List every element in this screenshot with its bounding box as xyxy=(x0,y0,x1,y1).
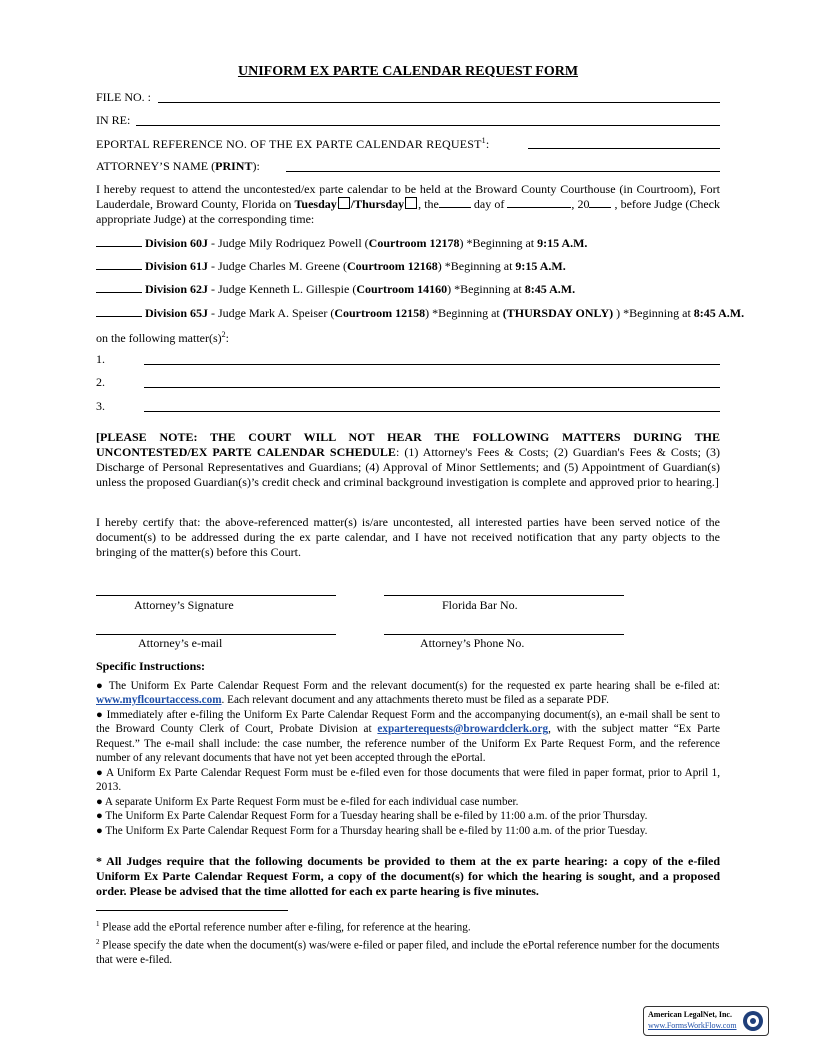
exparte-email-link[interactable]: exparterequests@browardclerk.org xyxy=(377,723,549,735)
attorney-signature-line[interactable] xyxy=(96,595,336,596)
attorney-phone-label: Attorney’s Phone No. xyxy=(420,636,525,650)
eportal-label: EPORTAL REFERENCE NO. OF THE EX PARTE CALENDAR REQUEST$^1$: xyxy=(96,136,490,151)
eportal-field[interactable] xyxy=(528,148,720,149)
matter-2-field[interactable] xyxy=(144,387,720,388)
footnotes xyxy=(96,917,720,968)
attorney-phone-line[interactable] xyxy=(384,634,624,635)
division-65j-row: Division 65J - Judge Mark A. Speiser (Courtroom 12158) *Beginning at (THURSDAY ONLY) ) *Beginning at 8:45 A.M. xyxy=(96,306,744,321)
division-60j-row: Division 60J - Judge Mily Rodriquez Powell (Courtroom 12178) *Beginning at 9:15 A.M. xyxy=(96,236,587,251)
certify-paragraph: I hereby certify that: the above-referenced matter(s) is/are uncontested, all interested parties have been served notice of the document(s) to be addressed during the ex parte calendar, and I have not received notification that any party objects to the bringing of the matter(s) before this Court. xyxy=(96,515,720,559)
year-field[interactable] xyxy=(589,207,611,208)
instruction-1: ● The Uniform Ex Parte Calendar Request Form and the relevant document(s) for the requested ex parte hearing shall be e-filed at: www.myflcourtaccess.com. Each relevant document and any attachments thereto must be filed as a separate PDF. xyxy=(96,679,720,706)
instruction-2: ● Immediately after e-filing the Uniform Ex Parte Calendar Request Form and the accompanying document(s), an e-mail shall be sent to the Broward County Clerk of Court, Probate Division at exparterequests@browardclerk.org, with the subject matter “Ex Parte Request.” The e-mail shall include: the case number, the reference number of the Uniform Ex Parte Request Form, and the reference number of any relevant documents that have not yet been accepted through the ePortal. xyxy=(96,708,721,764)
division-60j-check[interactable] xyxy=(96,246,142,247)
matter-2-label: 2. xyxy=(96,375,105,389)
division-65j-check[interactable] xyxy=(96,316,142,317)
judges-note: * All Judges require that the following documents be provided to them at the ex parte hearing: a copy of the e-filed Uniform Ex Parte Calendar Request Form, a copy of the document(s) for which the hearing is sought, and a proposed order. Please be advised that the time allotted for each ex parte hearing is five minutes. xyxy=(96,854,720,898)
seal-icon xyxy=(741,1009,765,1033)
thursday-checkbox[interactable] xyxy=(405,197,417,209)
florida-bar-label: Florida Bar No. xyxy=(442,598,518,612)
matter-1-label: 1. xyxy=(96,352,105,366)
division-61j-check[interactable] xyxy=(96,269,142,270)
attorney-name-label: ATTORNEY’S NAME (PRINT): xyxy=(96,159,260,173)
division-62j-row: Division 62J - Judge Kenneth L. Gillespie (Courtroom 14160) *Beginning at 8:45 A.M. xyxy=(96,282,575,297)
instruction-4: ● A separate Uniform Ex Parte Request Form must be e-filed for each individual case number. xyxy=(96,795,519,808)
matter-3-field[interactable] xyxy=(144,411,720,412)
footnote-1: $^1$ Please add the ePortal reference number after e-filing, for reference at the hearing. xyxy=(96,920,471,934)
request-paragraph: I hereby request to attend the uncontested/ex parte calendar to be held at the Broward County Courthouse (in Courtroom), Fort Lauderdale, Broward County, Florida on Tuesday /Thursday , the day of , 20 , before Judge (Check appropriate Judge) at the corresponding time: xyxy=(96,182,721,226)
form-title: UNIFORM EX PARTE CALENDAR REQUEST FORM xyxy=(237,64,579,79)
court-note: [PLEASE NOTE: THE COURT WILL NOT HEAR THE FOLLOWING MATTERS DURING THE UNCONTESTED/EX PARTE CALENDAR SCHEDULE: (1) Attorney's Fees & Costs; (2) Guardian's Fees & Costs; (3) Discharge of Personal Representatives and Guardians; (4) Approval of Minor Settlements; and (5) Appointment of Guardian(s) unless the proposed Guardian(s)’s credit check and criminal background investigation is complete and approved prior to hearing.] xyxy=(96,430,720,489)
instruction-3: ● A Uniform Ex Parte Calendar Request Form must be e-filed even for those documents that were filed in paper format, prior to April 1, 2013. xyxy=(96,766,720,793)
division-62j-check[interactable] xyxy=(96,292,142,293)
in-re-field[interactable] xyxy=(136,125,720,126)
florida-bar-line[interactable] xyxy=(384,595,624,596)
tuesday-checkbox[interactable] xyxy=(338,197,350,209)
attorney-email-line[interactable] xyxy=(96,634,336,635)
instructions-heading: Specific Instructions: xyxy=(96,659,205,673)
myflcourtaccess-link[interactable]: www.myflcourtaccess.com xyxy=(96,694,222,706)
file-no-field[interactable] xyxy=(158,102,720,103)
in-re-label: IN RE: xyxy=(96,113,131,127)
day-field[interactable] xyxy=(439,207,471,208)
specific-instructions xyxy=(96,659,720,838)
instruction-6: ● The Uniform Ex Parte Calendar Request Form for a Thursday hearing shall be e-filed by 11:00 a.m. of the prior Tuesday. xyxy=(96,824,648,837)
footnote-divider xyxy=(96,910,288,911)
instruction-5: ● The Uniform Ex Parte Calendar Request Form for a Tuesday hearing shall be e-filed by 11:00 a.m. of the prior Thursday. xyxy=(96,810,648,822)
matter-3-label: 3. xyxy=(96,399,105,413)
matters-intro: on the following $matter(s)^2$: xyxy=(96,330,229,345)
attorney-name-field[interactable] xyxy=(286,171,720,172)
division-61j-row: Division 61J - Judge Charles M. Greene (Courtroom 12168) *Beginning at 9:15 A.M. xyxy=(96,259,566,274)
month-field[interactable] xyxy=(507,207,571,208)
attorney-email-label: Attorney’s e-mail xyxy=(138,636,223,650)
american-legalnet-logo: American LegalNet, Inc. www.FormsWorkFlow.com xyxy=(643,1006,769,1036)
file-no-label: FILE NO. : xyxy=(96,90,151,104)
footnote-2: $^2$ Please specify the date when the document(s) was/were e-filed or paper filed, and include the ePortal reference number for the documents that were e-filed. xyxy=(96,938,720,967)
attorney-signature-label: Attorney’s Signature xyxy=(134,598,234,612)
matter-1-field[interactable] xyxy=(144,364,720,365)
